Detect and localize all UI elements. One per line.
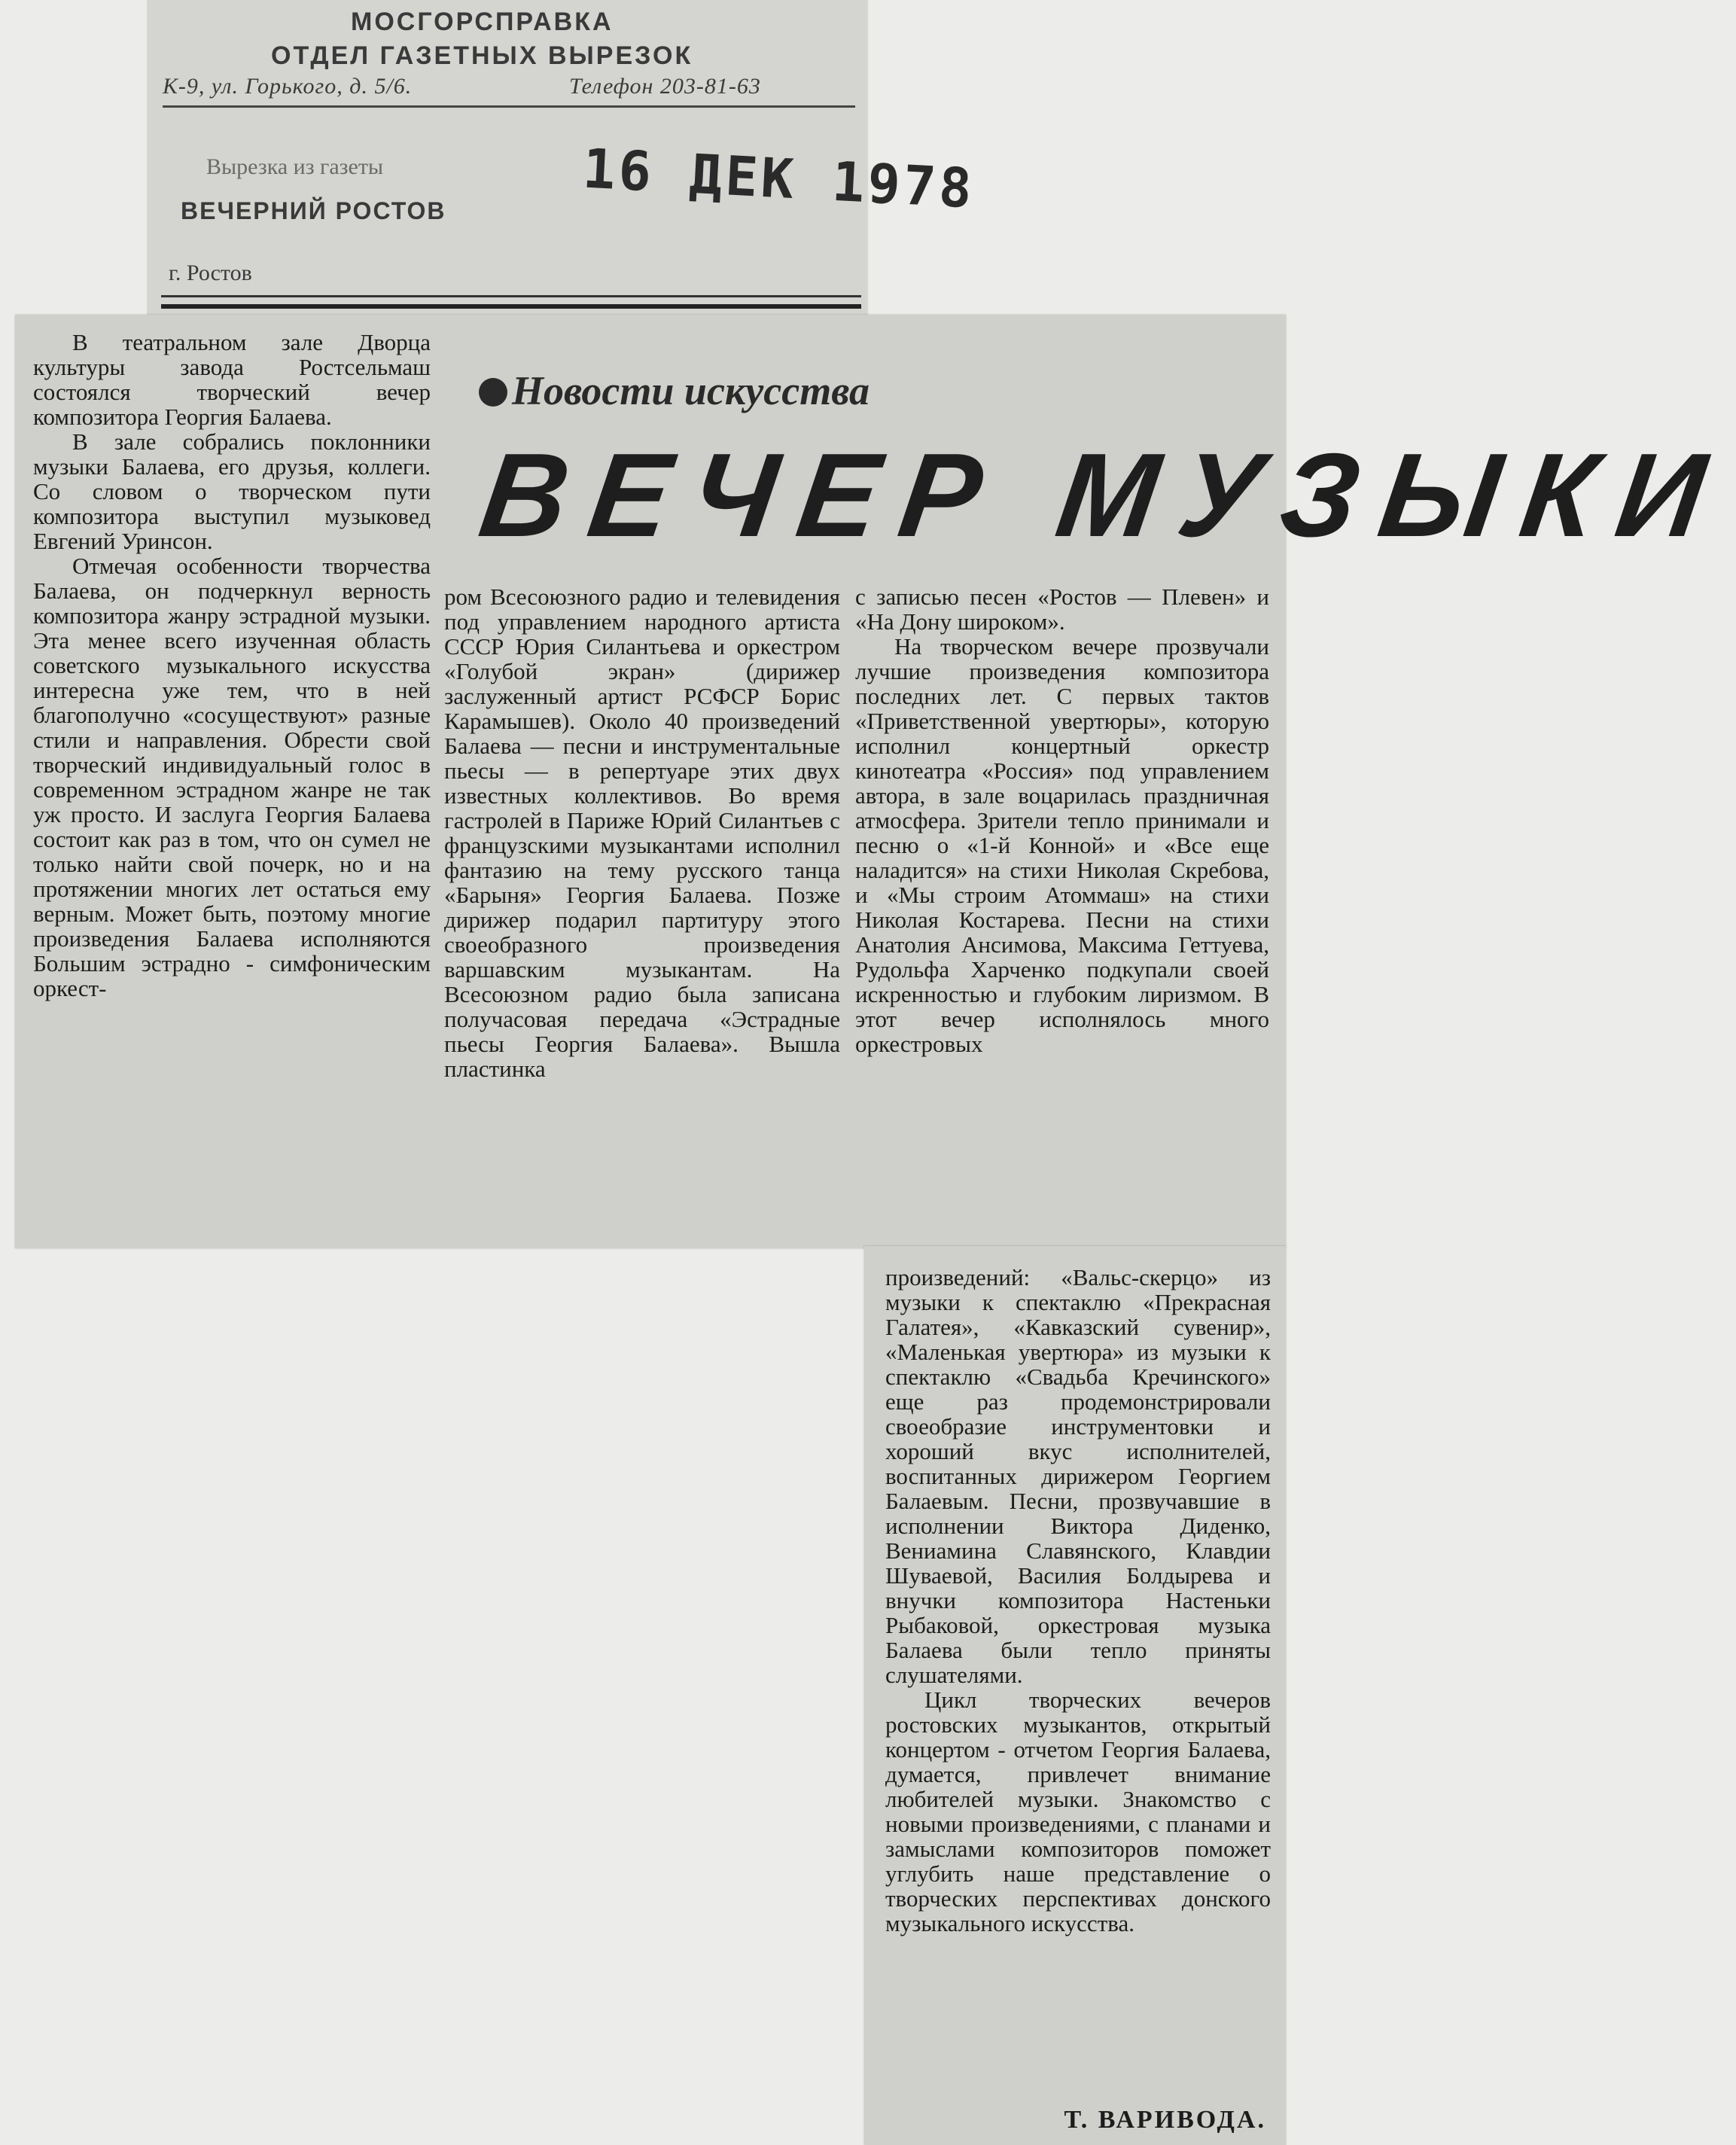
newspaper-name: ВЕЧЕРНИЙ РОСТОВ xyxy=(181,197,446,224)
paragraph: произведений: «Вальс-скерцо» из музыки к спектаклю «Прекрасная Галатея», «Кавказский сувенир», «Маленькая увертюра» из музыки к спектаклю «Свадьба Кречинского» еще раз продемонстрировали своеобразие инструментовки и хороший вкус исполнителей, воспитанных дирижером Георгием Балаевым. Песни, прозвучавшие в исполнении Виктора Диденко, Вениамина Славянского, Клавдии Шуваевой, Василия Болдырева и внучки композитора Настеньки Рыбаковой, оркестровая музыка Балаева были тепло приняты слушателями. xyxy=(885,1264,1271,1688)
date-stamp: 16 ДЕК 1978 xyxy=(581,136,976,221)
agency-phone: Телефон 203-81-63 xyxy=(569,74,761,99)
agency-address: К-9, ул. Горького, д. 5/6. xyxy=(163,74,413,99)
paragraph: Цикл творческих вечеров ростовских музыкантов, открытый концертом - отчетом Георгия Балаева, думается, привлечет внимание любителей музыки. Знакомство с новыми произведениями, с планами и замыслами композиторов поможет углубить наше представление о творческих перспективах донского музыкального искусства. xyxy=(885,1686,1271,1936)
article-column-4 xyxy=(885,1265,1271,1936)
article-column-3 xyxy=(855,584,1269,1056)
rubric xyxy=(479,367,870,414)
paragraph: с записью песен «Ростов — Плевен» и «На Дону широком». xyxy=(855,583,1269,635)
paragraph: В театральном зале Дворца культуры завода Ростсельмаш состоялся творческий вечер композитора Георгия Балаева. xyxy=(33,329,431,430)
article-headline: ВЕЧЕР МУЗЫКИ xyxy=(472,429,1736,562)
bullet-icon xyxy=(479,378,507,407)
article-column-2 xyxy=(444,584,840,1081)
paragraph: На творческом вечере прозвучали лучшие произведения композитора последних лет. С первых тактов «Приветственной увертюры», которую исполнил концертный оркестр кинотеатра «Россия» под управлением автора, в зале воцарилась праздничная атмосфера. Зрители тепло принимали и песню о «1-й Конной» и «Все еще наладится» на стихи Николая Скребова, и «Мы строим Атоммаш» на стихи Николая Костарева. Песни на стихи Анатолия Ансимова, Максима Геттуева, Рудольфа Харченко подкупали своей искренностью и глубоким лиризмом. В этот вечер исполнялось много оркестровых xyxy=(855,633,1269,1057)
clipping-label: Вырезка из газеты xyxy=(206,154,384,179)
department-name: ОТДЕЛ ГАЗЕТНЫХ ВЫРЕЗОК xyxy=(271,41,693,70)
header-bottom-rule xyxy=(161,295,861,297)
agency-name: МОСГОРСПРАВКА xyxy=(351,8,614,36)
article-column-1 xyxy=(33,330,431,1001)
paragraph: Отмечая особенности творчества Балаева, он подчеркнул верность композитора жанру эстрадной музыки. Эта менее всего изученная область советского музыкального искусства интересна уже тем, что в ней благополучно «сосуществуют» разные стили и направления. Обрести свой творческий индивидуальный голос в современном эстрадном жанре не так уж просто. И заслуга Георгия Балаева состоит как раз в том, что он сумел не только найти свой почерк, но и на протяжении многих лет остаться ему верным. Может быть, поэтому многие произведения Балаева исполняются Большим эстрадно - симфоническим оркест- xyxy=(33,553,431,1001)
author-byline: Т. ВАРИВОДА. xyxy=(1064,2106,1266,2134)
header-divider xyxy=(163,105,855,108)
newspaper-city: г. Ростов xyxy=(169,261,252,285)
article-clipping xyxy=(15,315,1736,1248)
paragraph: В зале собрались поклонники музыки Балаева, его друзья, коллеги. Со словом о творческом пути композитора выступил музыковед Евгений Уринсон. xyxy=(33,428,431,554)
paragraph: ром Всесоюзного радио и телевидения под управлением народного артиста СССР Юрия Силантьева и оркестром «Голубой экран» (дирижер заслуженный артист РСФСР Борис Карамышев). Около 40 произведений Балаева — песни и инструментальные пьесы — в репертуаре этих двух известных коллективов. Во время гастролей в Париже Юрий Силантьев с французскими музыкантами исполнил фантазию на тему русского танца «Барыня» Георгия Балаева. Позже дирижер подарил партитуру этого своеобразного произведения варшавским музыкантам. На Всесоюзном радио была записана получасовая передача «Эстрадные пьесы Георгия Балаева». Вышла пластинка xyxy=(444,583,840,1082)
header-bottom-thick-rule xyxy=(161,304,861,309)
clipping-header xyxy=(148,0,976,331)
rubric-text: Новости искусства xyxy=(512,368,870,413)
article-continuation xyxy=(864,1246,1286,2145)
